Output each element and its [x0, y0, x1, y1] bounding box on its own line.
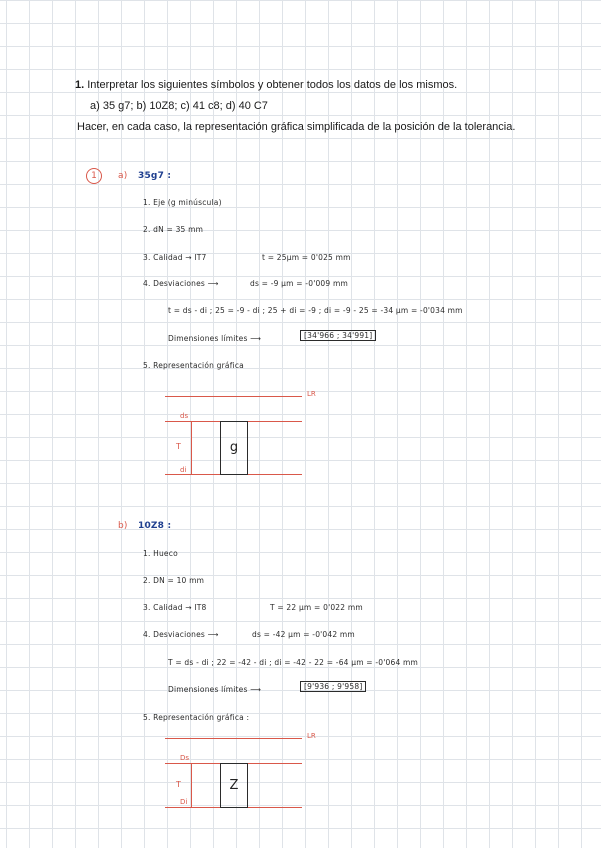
- part-a-tolerance-zone: g: [220, 421, 248, 475]
- part-a-step-5: 5. Representación gráfica: [143, 361, 244, 370]
- part-b-step-5: 5. Representación gráfica :: [143, 713, 250, 722]
- part-b-tol-arrow: [191, 763, 192, 807]
- part-b-tol-label: T: [176, 780, 181, 789]
- part-a-label: a): [118, 171, 128, 181]
- exercise-title: [75, 79, 457, 91]
- part-a-limits-value: [300, 331, 376, 340]
- part-b-tolerance-zone: Z: [220, 763, 248, 808]
- part-a-ds: ds = -9 μm = -0'009 mm: [250, 279, 348, 288]
- exercise-title-text: Interpretar los siguientes símbolos y obtener todos los datos de los mismos.: [87, 79, 458, 91]
- part-b-formula: T = ds - di ; 22 = -42 - di ; di = -42 - 22 = -64 μm = -0'064 mm: [168, 658, 419, 667]
- part-a-zero-line-label: LR: [307, 390, 316, 398]
- part-b-limits-text: [9'936 ; 9'958]: [300, 681, 366, 692]
- part-a-tolerance: t = 25μm = 0'025 mm: [262, 253, 351, 262]
- part-a-zero-line: [165, 396, 302, 397]
- part-b-symbol: 10Z8 :: [138, 521, 172, 531]
- part-b-step-1: 1. Hueco: [143, 549, 178, 558]
- exercise-items: a) 35 g7; b) 10Z8; c) 41 c8; d) 40 C7: [90, 100, 268, 112]
- part-b-tolerance: T = 22 μm = 0'022 mm: [270, 603, 363, 612]
- part-b-limits-label: Dimensiones límites ⟶: [168, 685, 262, 694]
- part-b-step-2: 2. DN = 10 mm: [143, 576, 205, 585]
- part-b-lower-label: Di: [180, 798, 188, 806]
- part-b-zero-line: [165, 738, 302, 739]
- part-b-limits-value: [300, 682, 366, 691]
- part-a-step-3: 3. Calidad → IT7: [143, 253, 207, 262]
- part-a-lower-label: di: [180, 466, 187, 474]
- section-circle-number: 1: [86, 168, 102, 184]
- part-b-zero-line-label: LR: [307, 732, 316, 740]
- part-a-limits-label: Dimensiones límites ⟶: [168, 334, 262, 343]
- part-a-tol-arrow: [191, 421, 192, 474]
- exercise-number: 1.: [75, 79, 85, 91]
- part-a-tol-label: T: [176, 442, 181, 451]
- part-b-step-3: 3. Calidad → IT8: [143, 603, 207, 612]
- part-a-symbol: 35g7 :: [138, 171, 172, 181]
- part-b-upper-label: Ds: [180, 754, 190, 762]
- part-a-limits-text: [34'966 ; 34'991]: [300, 330, 376, 341]
- part-a-step-2: 2. dN = 35 mm: [143, 225, 204, 234]
- exercise-instruction: Hacer, en cada caso, la representación gráfica simplificada de la posición de la tolerancia.: [77, 121, 516, 133]
- part-a-step-4: 4. Desviaciones ⟶: [143, 279, 219, 288]
- part-a-upper-label: ds: [180, 412, 189, 420]
- part-b-ds: ds = -42 μm = -0'042 mm: [252, 630, 355, 639]
- part-a-formula: t = ds - di ; 25 = -9 - di ; 25 + di = -9 ; di = -9 - 25 = -34 μm = -0'034 mm: [168, 306, 463, 315]
- part-a-step-1: 1. Eje (g minúscula): [143, 198, 222, 207]
- part-b-label: b): [118, 521, 128, 531]
- part-b-step-4: 4. Desviaciones ⟶: [143, 630, 219, 639]
